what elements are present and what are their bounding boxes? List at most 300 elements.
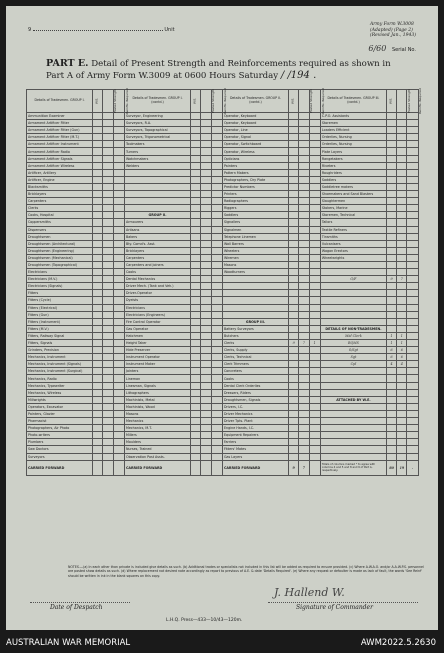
value-cell <box>211 120 222 127</box>
value-cell <box>211 425 222 432</box>
value-cell <box>93 261 103 268</box>
value-cell <box>103 318 113 325</box>
value-cell <box>299 226 309 233</box>
value-cell <box>93 254 103 261</box>
value-cell <box>211 446 222 453</box>
value-cell <box>211 226 222 233</box>
value-cell <box>191 191 201 198</box>
value-cell <box>113 254 124 261</box>
serial-hand: 6/60 <box>368 44 387 53</box>
value-cell <box>113 269 124 276</box>
value-cell <box>211 432 222 439</box>
trade-label: Storemen, Technical <box>320 212 386 219</box>
value-cell <box>103 261 113 268</box>
value-cell <box>386 325 396 332</box>
value-cell <box>397 269 407 276</box>
value-cell <box>309 261 320 268</box>
value-cell <box>201 191 211 198</box>
value-cell <box>113 155 124 162</box>
value-cell <box>201 382 211 389</box>
value-cell <box>113 361 124 368</box>
value-cell <box>299 219 309 226</box>
value-cell <box>211 127 222 134</box>
value-cell: 4 <box>386 361 396 368</box>
table-row <box>27 226 419 233</box>
trade-label: Predictor Numbers <box>222 183 288 190</box>
trade-label: Clerks, Technical <box>222 354 288 361</box>
trade-label: Dental Mechanics <box>124 276 190 283</box>
value-cell <box>386 183 396 190</box>
trade-label: Mechanics, Radio <box>27 375 93 382</box>
value-cell <box>211 389 222 396</box>
value-cell <box>386 141 396 148</box>
value-cell <box>93 347 103 354</box>
value-cell <box>93 233 103 240</box>
value-cell <box>191 261 201 268</box>
value-cell <box>103 396 113 403</box>
value-cell <box>299 205 309 212</box>
trade-label <box>320 368 386 375</box>
value-cell <box>191 375 201 382</box>
value-cell <box>103 347 113 354</box>
value-cell <box>191 283 201 290</box>
value-cell <box>397 304 407 311</box>
value-cell <box>407 439 419 446</box>
table-row <box>27 198 419 205</box>
trade-label: Loaders Efficient <box>320 127 386 134</box>
value-cell <box>93 361 103 368</box>
trade-label <box>222 311 288 318</box>
value-cell <box>113 347 124 354</box>
value-cell <box>397 325 407 332</box>
value-cell <box>289 113 299 120</box>
value-cell <box>113 141 124 148</box>
trade-label <box>320 297 386 304</box>
trade-label <box>124 176 190 183</box>
value-cell <box>103 283 113 290</box>
trade-label: Gas Layers <box>222 453 288 460</box>
value-cell: 19 <box>397 460 407 475</box>
trade-label: C.P.O. Assistants <box>320 113 386 120</box>
value-cell <box>289 304 299 311</box>
trade-label <box>320 418 386 425</box>
trade-label: Saddlers <box>222 212 288 219</box>
col-we: W.E. <box>93 90 103 113</box>
trade-label: Draughtsmen (Architectural) <box>27 240 93 247</box>
value-cell <box>386 418 396 425</box>
value-cell <box>103 162 113 169</box>
trade-label: Instrument Maker <box>124 361 190 368</box>
value-cell <box>386 240 396 247</box>
value-cell <box>386 403 396 410</box>
value-cell <box>289 410 299 417</box>
table-row <box>27 304 419 311</box>
col-posted: Posted Strength <box>103 90 113 113</box>
value-cell <box>191 354 201 361</box>
value-cell <box>299 311 309 318</box>
trade-label: Masons <box>124 410 190 417</box>
value-cell <box>191 340 201 347</box>
trade-label: Blacksmiths <box>27 183 93 190</box>
value-cell <box>113 403 124 410</box>
value-cell <box>113 233 124 240</box>
trade-label: Painters, Glazier <box>27 410 93 417</box>
trade-label: Hide Preserver <box>124 347 190 354</box>
trade-label: Wall Barrers <box>222 240 288 247</box>
value-cell <box>93 460 103 475</box>
trade-label: Fitters' Mates <box>222 446 288 453</box>
value-cell: 6 <box>397 347 407 354</box>
trade-label: Operator, Keyboard <box>222 113 288 120</box>
value-cell <box>289 368 299 375</box>
value-cell <box>93 311 103 318</box>
value-cell <box>191 120 201 127</box>
value-cell <box>299 418 309 425</box>
value-cell: 4 <box>397 361 407 368</box>
value-cell <box>113 332 124 339</box>
value-cell <box>201 460 211 475</box>
value-cell <box>309 410 320 417</box>
value-cell <box>407 141 419 148</box>
trade-label: Cooks <box>222 375 288 382</box>
value-cell <box>113 439 124 446</box>
value-cell <box>191 382 201 389</box>
value-cell <box>407 311 419 318</box>
part-label: PART E. <box>46 58 89 69</box>
value-cell <box>407 432 419 439</box>
trade-label: Saw Doctors <box>27 446 93 453</box>
trade-label: Shoemakers and Sand Blasters <box>320 191 386 198</box>
trade-label: Armament Artificer Signals <box>27 155 93 162</box>
value-cell <box>93 205 103 212</box>
trade-label: Operator, Line <box>222 127 288 134</box>
trade-label: Masons <box>222 261 288 268</box>
value-cell <box>309 240 320 247</box>
value-cell <box>289 297 299 304</box>
trade-label: Vulcanisers <box>320 240 386 247</box>
value-cell <box>93 418 103 425</box>
value-cell <box>386 368 396 375</box>
value-cell <box>93 439 103 446</box>
value-cell <box>386 198 396 205</box>
value-cell <box>191 205 201 212</box>
trade-label: Armament Artificer Fitter <box>27 120 93 127</box>
value-cell <box>397 169 407 176</box>
value-cell <box>93 148 103 155</box>
value-cell <box>211 332 222 339</box>
value-cell <box>309 418 320 425</box>
value-cell <box>211 276 222 283</box>
value-cell <box>299 389 309 396</box>
value-cell <box>211 162 222 169</box>
value-cell <box>93 198 103 205</box>
table-row <box>27 340 419 347</box>
value-cell <box>201 134 211 141</box>
value-cell <box>211 439 222 446</box>
value-cell <box>191 432 201 439</box>
value-cell <box>103 460 113 475</box>
value-cell: 1 <box>397 332 407 339</box>
trade-label: Armament Artificer Fitter (M.T.) <box>27 134 93 141</box>
value-cell <box>103 311 113 318</box>
value-cell <box>386 205 396 212</box>
value-cell <box>211 375 222 382</box>
value-cell <box>299 113 309 120</box>
value-cell <box>201 113 211 120</box>
trade-label: Signallers <box>222 219 288 226</box>
value-cell <box>309 382 320 389</box>
value-cell <box>191 425 201 432</box>
trade-label: Fitters <box>27 290 93 297</box>
value-cell <box>211 261 222 268</box>
value-cell <box>397 446 407 453</box>
trade-label: Electricians (M.V.) <box>27 276 93 283</box>
value-cell <box>397 148 407 155</box>
value-cell <box>211 354 222 361</box>
trade-label: Riggers <box>222 205 288 212</box>
trade-label: Mechanics, Wireless <box>27 389 93 396</box>
value-cell <box>93 226 103 233</box>
value-cell <box>191 418 201 425</box>
value-cell <box>103 361 113 368</box>
trade-label: Machinists, Metal <box>124 396 190 403</box>
value-cell <box>211 183 222 190</box>
value-cell <box>201 432 211 439</box>
value-cell <box>191 311 201 318</box>
value-cell <box>201 396 211 403</box>
value-cell <box>289 311 299 318</box>
value-cell <box>407 127 419 134</box>
table-row <box>27 240 419 247</box>
value-cell: 7 <box>299 460 309 475</box>
value-cell <box>397 389 407 396</box>
col-reinfts: Reinfts. Required <box>211 90 222 113</box>
value-cell <box>299 283 309 290</box>
value-cell <box>191 127 201 134</box>
trade-label: Equipment Repairers <box>222 432 288 439</box>
value-cell <box>397 205 407 212</box>
trade-label: Orderlies, Nursing <box>320 134 386 141</box>
col-reinfts: Reinfts. Required <box>113 90 124 113</box>
value-cell: 6 <box>397 354 407 361</box>
value-cell <box>103 198 113 205</box>
trade-label: Artificer, Artillery <box>27 169 93 176</box>
value-cell <box>309 191 320 198</box>
value-cell <box>289 318 299 325</box>
date-of-despatch-label: Date of Despatch <box>50 604 103 611</box>
value-cell <box>386 389 396 396</box>
value-cell <box>407 276 419 283</box>
strength-table <box>26 88 423 476</box>
value-cell <box>407 425 419 432</box>
trade-label: Cpl <box>320 361 386 368</box>
value-cell <box>407 396 419 403</box>
trade-label <box>124 205 190 212</box>
trade-label: Moulders <box>124 439 190 446</box>
value-cell <box>289 240 299 247</box>
page-title <box>46 58 406 82</box>
value-cell <box>113 212 124 219</box>
trade-label: Jointers <box>124 368 190 375</box>
trade-label <box>320 453 386 460</box>
value-cell <box>397 212 407 219</box>
value-cell <box>93 191 103 198</box>
value-cell <box>289 439 299 446</box>
value-cell <box>386 382 396 389</box>
trade-label: Nurses, Trained <box>124 446 190 453</box>
value-cell <box>407 205 419 212</box>
value-cell <box>407 410 419 417</box>
value-cell <box>211 297 222 304</box>
value-cell <box>309 446 320 453</box>
value-cell <box>103 332 113 339</box>
group-header: Details of Tradesmen. GROUP I. (contd.) <box>124 90 190 113</box>
value-cell <box>386 247 396 254</box>
group-header: Details of Tradesmen. GROUP II. (contd.) <box>222 90 288 113</box>
value-cell <box>191 254 201 261</box>
value-cell <box>201 375 211 382</box>
value-cell <box>103 418 113 425</box>
value-cell <box>309 297 320 304</box>
table-row <box>27 354 419 361</box>
trade-label: Draughtsmen, Signals <box>222 396 288 403</box>
form-ref-line: Army Form W.3008 <box>370 22 414 27</box>
value-cell <box>309 141 320 148</box>
table-row <box>27 318 419 325</box>
trade-label: Carpenters <box>27 198 93 205</box>
value-cell <box>201 254 211 261</box>
value-cell <box>93 375 103 382</box>
value-cell <box>211 318 222 325</box>
trade-label: Orderlies, Nursing <box>320 141 386 148</box>
table-row <box>27 120 419 127</box>
value-cell <box>103 425 113 432</box>
value-cell <box>93 453 103 460</box>
value-cell <box>113 176 124 183</box>
value-cell <box>386 226 396 233</box>
value-cell <box>289 290 299 297</box>
trade-label: Electricians (Engineers) <box>124 311 190 318</box>
value-cell <box>93 120 103 127</box>
value-cell <box>289 205 299 212</box>
value-cell <box>211 212 222 219</box>
trade-label: Fitters (Gun) <box>27 311 93 318</box>
value-cell <box>397 120 407 127</box>
value-cell <box>386 410 396 417</box>
trade-label: Dispensers <box>27 226 93 233</box>
col-posted: Posted Strength <box>201 90 211 113</box>
form-ref-line: (Adapted) (Page 2) <box>370 27 413 33</box>
value-cell <box>93 325 103 332</box>
trade-label: Bakers <box>124 233 190 240</box>
trade-label: Concreters <box>222 368 288 375</box>
value-cell <box>93 403 103 410</box>
trade-label: Driver Mech. (Tank and Veh.) <box>124 283 190 290</box>
trade-label <box>320 261 386 268</box>
value-cell <box>299 318 309 325</box>
value-cell <box>93 127 103 134</box>
trade-label: Clerk Trimmers <box>222 361 288 368</box>
value-cell <box>191 269 201 276</box>
value-cell <box>103 219 113 226</box>
trade-label: Machinists, Wood <box>124 403 190 410</box>
value-cell <box>407 169 419 176</box>
value-cell <box>211 233 222 240</box>
trade-label: Driver Mechanics <box>222 410 288 417</box>
value-cell <box>289 183 299 190</box>
value-cell: 1 <box>397 340 407 347</box>
value-cell <box>191 141 201 148</box>
value-cell <box>103 290 113 297</box>
trade-label: Operator, Switchboard <box>222 141 288 148</box>
trade-label <box>320 410 386 417</box>
value-cell <box>201 141 211 148</box>
value-cell <box>103 389 113 396</box>
value-cell <box>113 247 124 254</box>
value-cell: 80 <box>386 460 396 475</box>
value-cell <box>386 169 396 176</box>
table-row <box>27 269 419 276</box>
trade-label: Draughtsmen (Topographical) <box>27 261 93 268</box>
value-cell <box>93 318 103 325</box>
value-cell <box>113 290 124 297</box>
value-cell <box>103 183 113 190</box>
form-ref-line: (Revised Jan., 1943) <box>370 33 416 38</box>
trade-label: GROUP III. <box>222 318 288 325</box>
value-cell: 7 <box>299 340 309 347</box>
col-posted: Posted Strength <box>299 90 309 113</box>
trade-label: Draughtsmen <box>27 233 93 240</box>
trade-label: Storemen <box>320 120 386 127</box>
trade-label <box>320 283 386 290</box>
trade-label: Wagon Erectors <box>320 247 386 254</box>
printer-imprint: L.H.Q. Press—433—10/43—120m. <box>166 618 243 623</box>
value-cell: 1 <box>309 340 320 347</box>
value-cell <box>113 169 124 176</box>
value-cell <box>386 261 396 268</box>
value-cell <box>289 325 299 332</box>
value-cell <box>201 176 211 183</box>
value-cell <box>299 290 309 297</box>
trade-label: Instrument Operator <box>124 354 190 361</box>
value-cell <box>407 347 419 354</box>
value-cell <box>309 325 320 332</box>
date-dotted-line <box>30 602 130 603</box>
value-cell <box>191 297 201 304</box>
value-cell <box>113 418 124 425</box>
value-cell <box>113 120 124 127</box>
value-cell <box>407 226 419 233</box>
value-cell <box>386 155 396 162</box>
value-cell <box>289 169 299 176</box>
value-cell <box>299 375 309 382</box>
title-text: Detail of Present Strength and Reinforcements required as shown in Part A of Army Form W.3009 at 0600 Hours Saturday <box>46 59 391 81</box>
table-row <box>27 368 419 375</box>
table-row <box>27 233 419 240</box>
value-cell <box>113 283 124 290</box>
value-cell <box>289 403 299 410</box>
value-cell <box>309 361 320 368</box>
value-cell <box>93 247 103 254</box>
trade-label <box>222 276 288 283</box>
value-cell <box>191 290 201 297</box>
value-cell <box>201 453 211 460</box>
value-cell <box>397 418 407 425</box>
value-cell <box>386 269 396 276</box>
value-cell <box>309 113 320 120</box>
value-cell <box>201 354 211 361</box>
trade-label: Bricklayers <box>124 247 190 254</box>
